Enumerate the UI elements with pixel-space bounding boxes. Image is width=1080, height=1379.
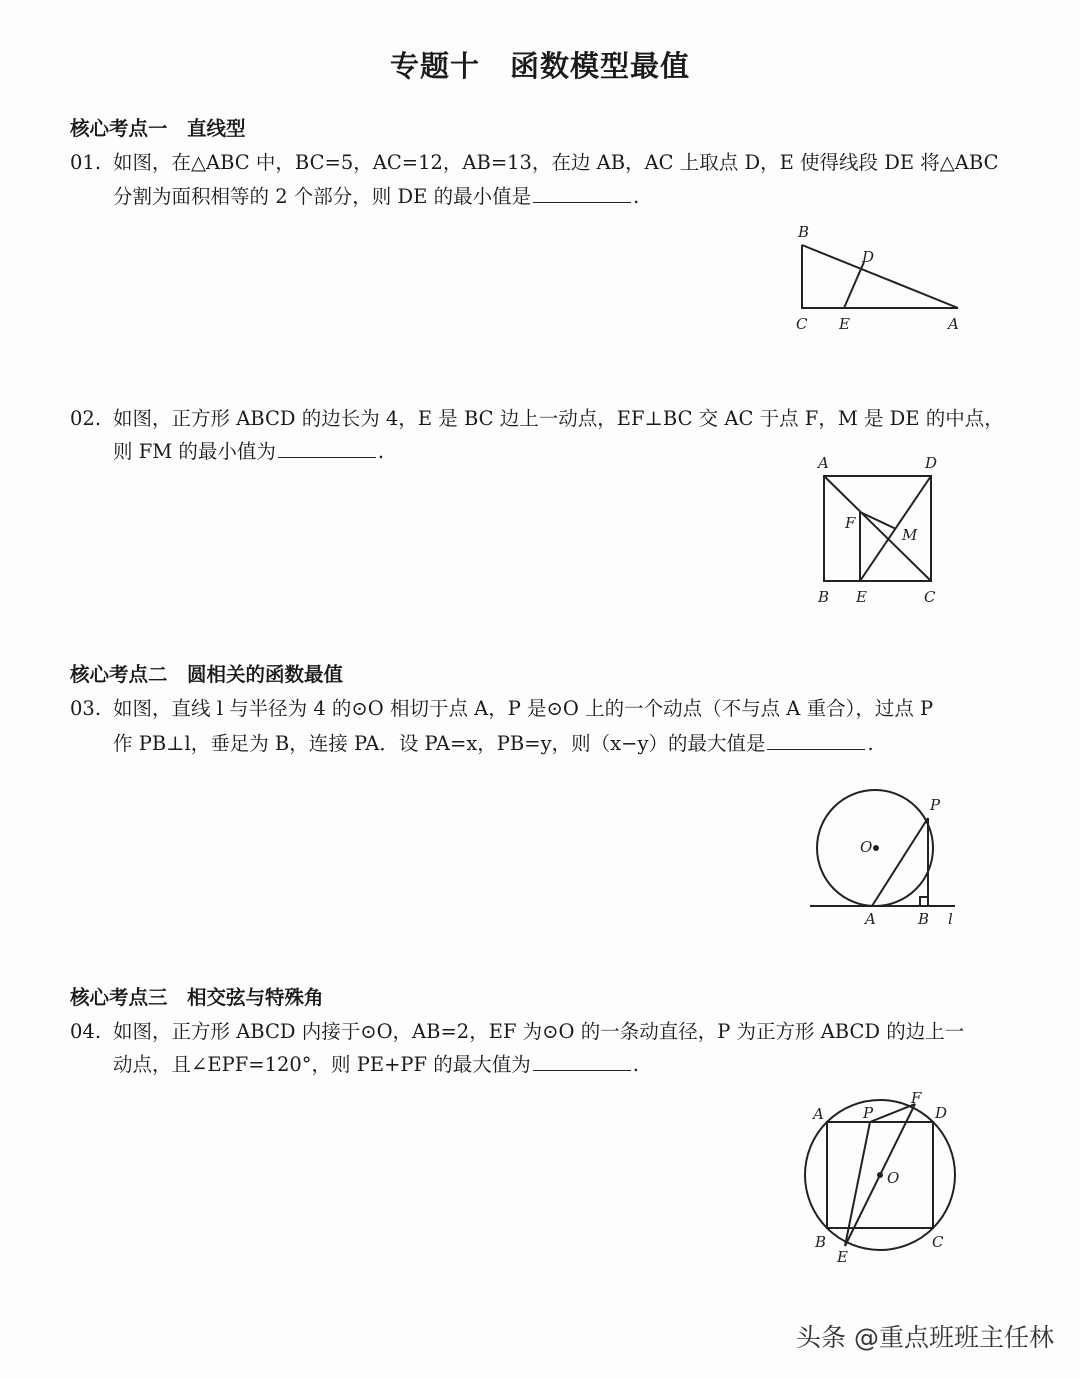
triangle-abc (802, 245, 958, 308)
label-b: B (918, 910, 930, 928)
page-title: 专题十 函数模型最值 (389, 49, 690, 83)
label-p: P (863, 1104, 874, 1122)
label-b: B (815, 1233, 827, 1251)
label-b: B (818, 588, 830, 606)
label-c: C (924, 588, 936, 606)
question-2-number: 02. (70, 407, 102, 430)
question-4-number: 04. (70, 1020, 102, 1043)
question-1-line1: 如图，在△ABC 中，BC=5，AC=12，AB=13，在边 AB，AC 上取点 D，E 使得线段 DE 将△ABC (113, 151, 999, 174)
segment-de (844, 262, 864, 308)
watermark: 头条 @重点班班主任林 (796, 1323, 1054, 1352)
answer-blank-2[interactable] (278, 439, 376, 458)
label-e: E (839, 315, 850, 333)
section-heading-1: 核心考点一 直线型 (70, 117, 246, 140)
question-3-line2-end: . (867, 732, 874, 755)
label-a: A (813, 1105, 824, 1123)
figure-3-circle-tangent (800, 790, 980, 940)
label-c: C (796, 315, 808, 333)
figure-4-inscribed-square (795, 1085, 975, 1270)
answer-blank-3[interactable] (767, 731, 865, 750)
label-a: A (818, 454, 829, 472)
right-angle-mark (920, 897, 928, 906)
label-d: D (925, 454, 938, 472)
question-2-line1: 如图，正方形 ABCD 的边长为 4，E 是 BC 边上一动点，EF⊥BC 交 AC 于点 F，M 是 DE 的中点， (113, 407, 1004, 430)
question-1-line2 (113, 180, 639, 213)
figure-2-square (810, 450, 960, 610)
label-c: C (932, 1233, 944, 1251)
label-e: E (837, 1248, 848, 1266)
section-heading-3: 核心考点三 相交弦与特殊角 (70, 986, 324, 1009)
label-l: l (948, 910, 953, 928)
question-3-number: 03. (70, 697, 102, 720)
label-p: P (930, 796, 941, 814)
section-heading-2: 核心考点二 圆相关的函数最值 (70, 663, 344, 686)
question-2-line2-text: 则 FM 的最小值为 (113, 440, 276, 463)
answer-blank-4[interactable] (533, 1052, 631, 1071)
question-1-line2-end: . (633, 185, 640, 208)
segment-pa (872, 818, 928, 906)
figure-1-triangle (780, 220, 980, 340)
question-4-line2-text: 动点，且∠EPF=120°，则 PE+PF 的最大值为 (113, 1053, 531, 1076)
question-2-line2-end: . (377, 440, 385, 463)
label-d: D (935, 1104, 948, 1122)
label-m: M (902, 526, 918, 544)
label-f: F (845, 514, 856, 532)
question-3-line1: 如图，直线 l 与半径为 4 的⊙O 相切于点 A，P 是⊙O 上的一个动点（不与点 A 重合），过点 P (113, 697, 934, 720)
label-d: D (862, 248, 875, 266)
label-o: O (860, 838, 873, 856)
question-1-number: 01. (70, 151, 102, 174)
center-point (873, 845, 879, 851)
question-1-line2-text: 分割为面积相等的 2 个部分，则 DE 的最小值是 (113, 185, 532, 208)
label-a: A (948, 315, 959, 333)
label-f: F (911, 1089, 922, 1107)
label-o: O (887, 1169, 900, 1187)
label-e: E (856, 588, 867, 606)
question-3-line2-text: 作 PB⊥l，垂足为 B，连接 PA．设 PA=x，PB=y，则（x−y）的最大值是 (113, 732, 766, 755)
label-b: B (798, 223, 810, 241)
question-4-line1: 如图，正方形 ABCD 内接于⊙O，AB=2，EF 为⊙O 的一条动直径，P 为正方形 ABCD 的边上一 (113, 1020, 965, 1043)
question-3-line2 (113, 727, 874, 760)
center-point (877, 1172, 883, 1178)
answer-blank-1[interactable] (533, 184, 631, 203)
question-2-line2 (113, 435, 384, 468)
question-4-line2-end: . (632, 1053, 639, 1076)
label-a: A (865, 910, 876, 928)
segment-fm (860, 512, 896, 529)
question-4-line2 (113, 1048, 639, 1081)
